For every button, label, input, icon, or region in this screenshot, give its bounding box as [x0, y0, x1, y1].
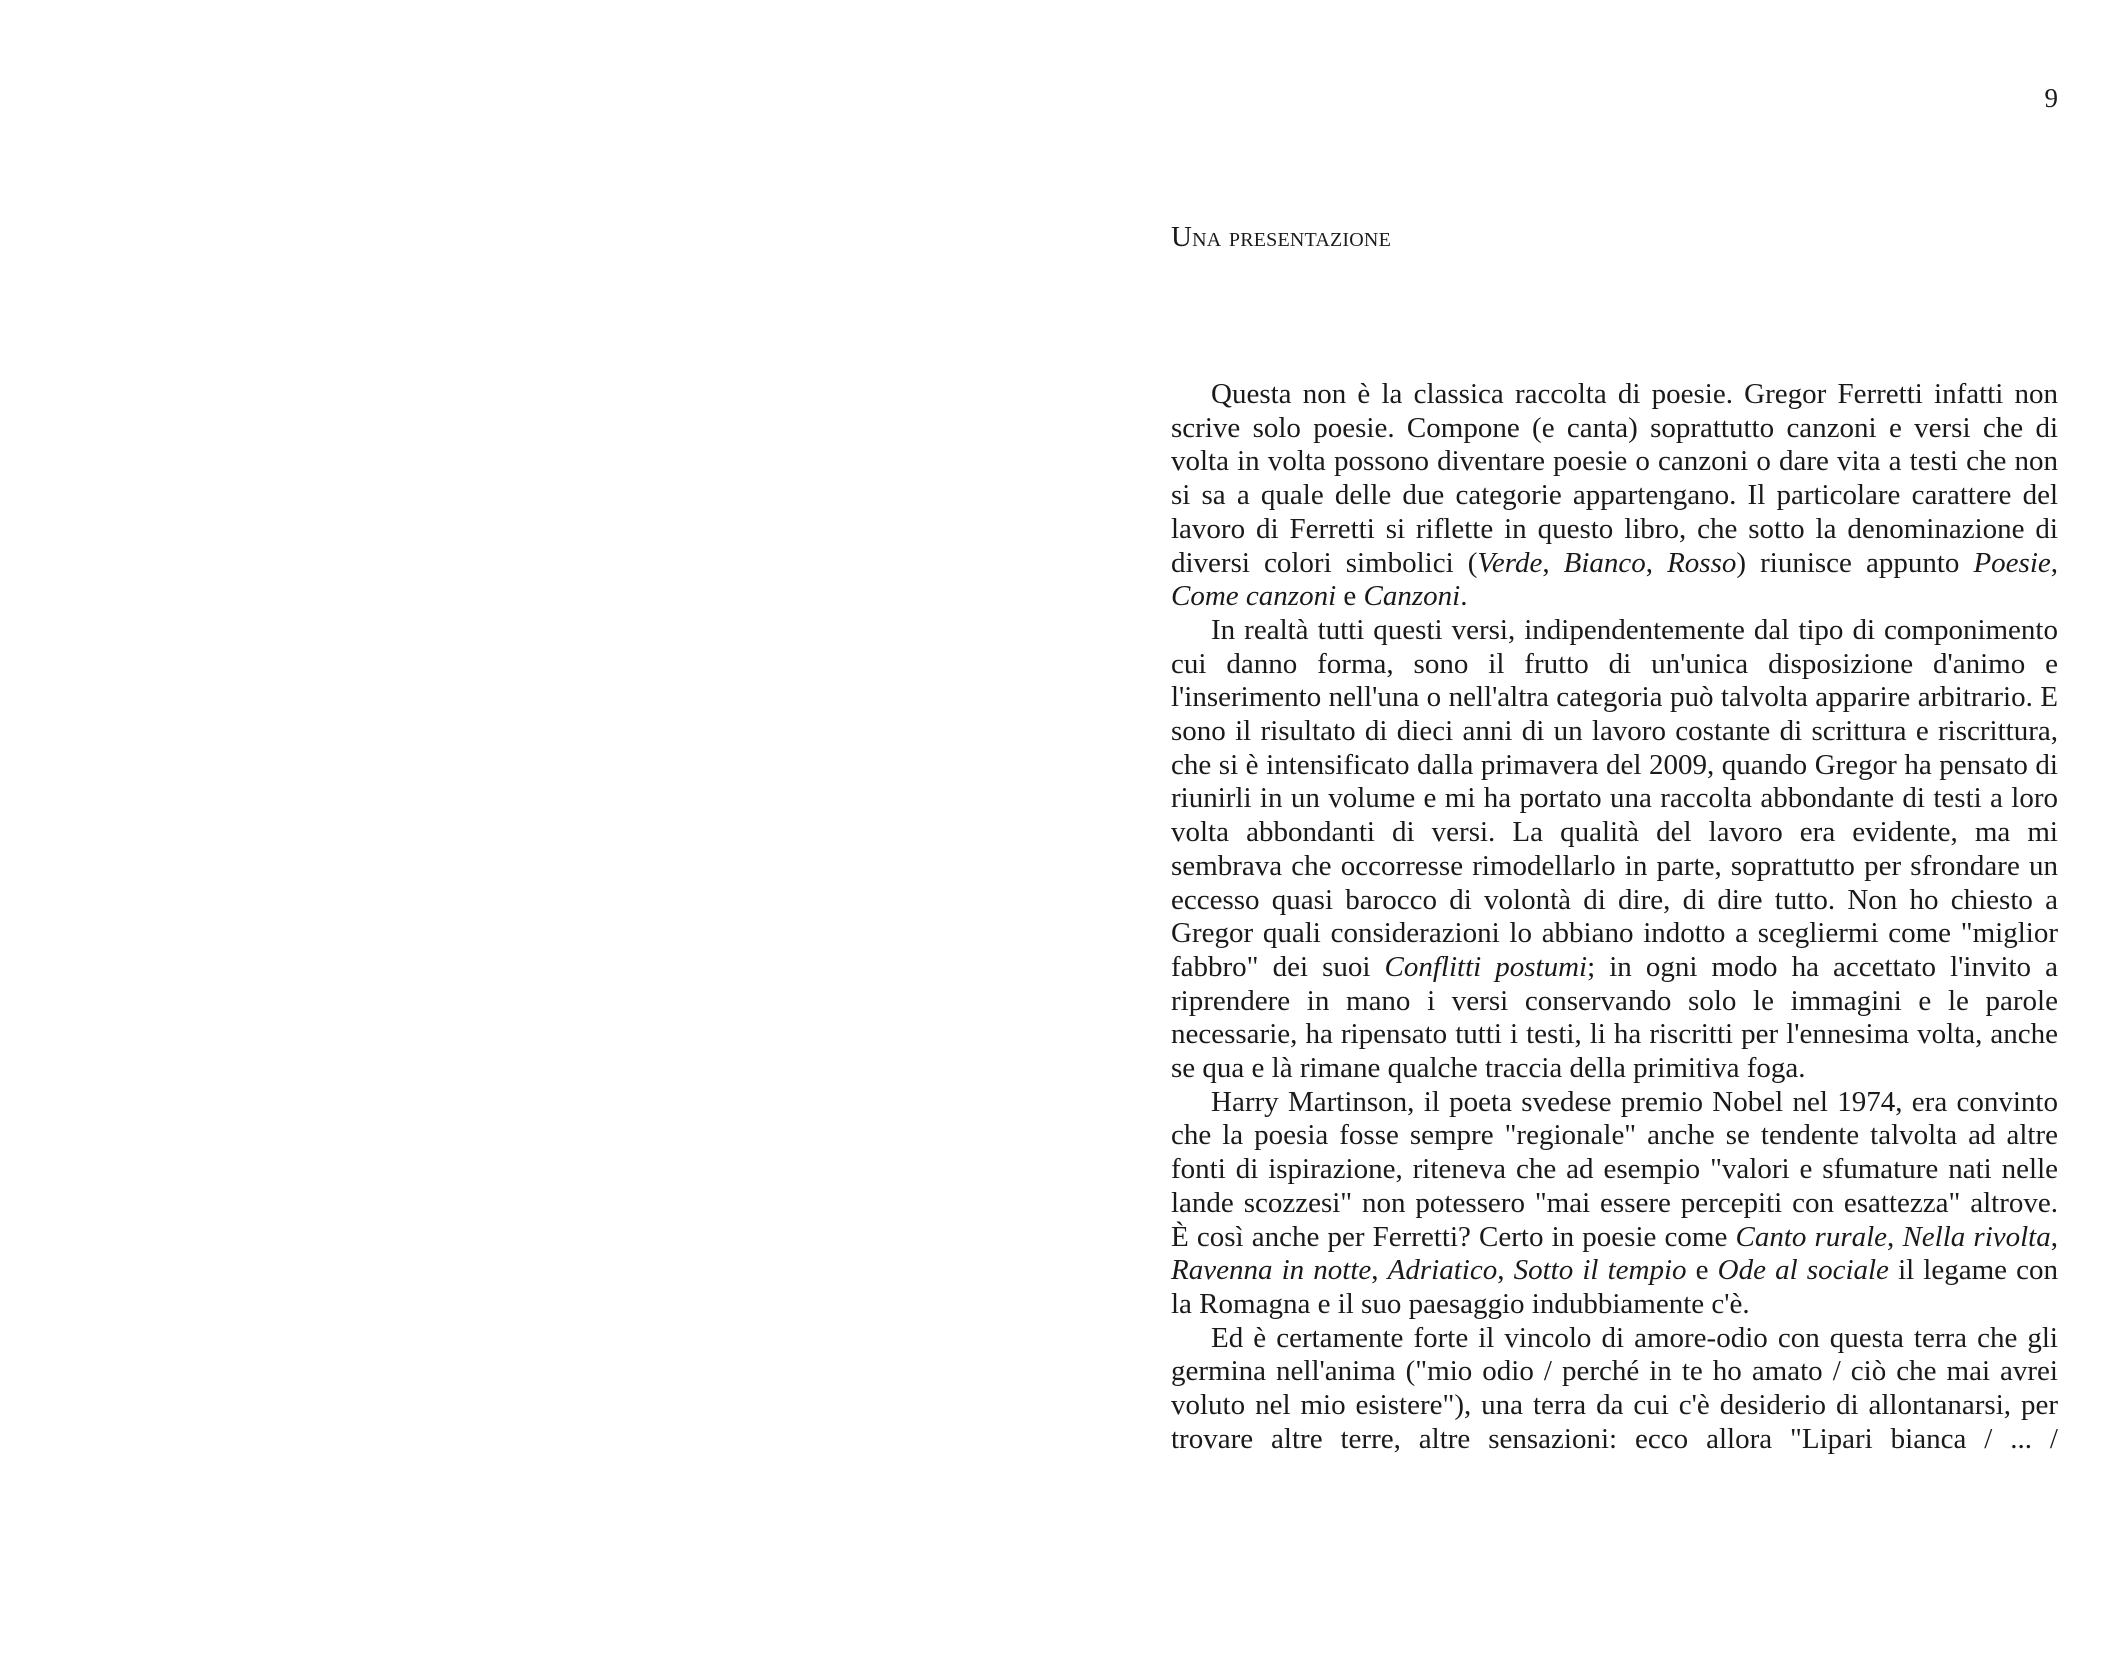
text-run: ,	[1645, 546, 1668, 579]
section-title: Una presentazione	[1171, 221, 1391, 253]
italic-text: Bianco	[1563, 546, 1646, 579]
text-run: ,	[2050, 1220, 2058, 1253]
text-run: ,	[1542, 546, 1564, 579]
italic-text: Canzoni	[1363, 580, 1461, 613]
italic-text: Conflitti postumi	[1384, 950, 1588, 983]
text-run: ,	[1887, 1220, 1903, 1253]
text-run: In realtà tutti questi versi, indipendentemente dal tipo di componimento cui danno forma, sono il frutto di un'unica disposizione d'animo e l'inserimento nell'una o nell'altra categoria può talvolta apparire arbitrario. E sono il risultato di dieci anni di un lavoro costante di scrittura e riscrittura, che si è intensificato dalla primavera del 2009, quando Gregor ha pensato di riunirli in un volume e mi ha portato una raccolta abbondante di testi a loro volta abbondanti di versi. La qualità del lavoro era evidente, ma mi sembrava che occorresse rimodellarlo in parte, soprattutto per sfrondare un eccesso quasi barocco di volontà di dire, di dire tutto. Non ho chiesto a Gregor quali considerazioni lo abbiano indotto a scegliermi come "miglior fabbro" dei suoi	[1171, 613, 2058, 983]
paragraph	[1171, 1322, 2058, 1457]
left-page-blank	[0, 0, 1062, 1653]
text-run: Questa non è la classica raccolta di poesie. Gregor Ferretti infatti non scrive solo poesie. Compone (e canta) soprattutto canzoni e versi che di volta in volta possono diventare poesie o canzoni o dare vita a testi che non si sa a quale delle due categorie appartengano. Il particolare carattere del lavoro di Ferretti si riflette in questo libro, che sotto la denominazione di diversi colori simbolici (	[1171, 378, 2058, 579]
text-run: e	[1686, 1254, 1718, 1287]
italic-text: Sotto il tempio	[1513, 1254, 1687, 1287]
text-run: il legame con la Romagna e il suo paesaggio indubbiamente c'è.	[1171, 1254, 2059, 1320]
italic-text: Adriatico	[1387, 1254, 1498, 1287]
text-run: ) riunisce appunto	[1736, 546, 1974, 579]
paragraph	[1171, 378, 2058, 614]
text-run: ; in ogni modo ha accettato l'invito a riprendere in mano i versi conservando solo le immagini e le parole necessarie, ha ripensato tutti i testi, li ha riscritti per l'ennesima volta, anche se qua e là rimane qualche traccia della primitiva foga.	[1171, 950, 2058, 1085]
text-run: ,	[1371, 1254, 1388, 1287]
italic-text: Come canzoni	[1171, 580, 1337, 613]
italic-text: Poesie	[1973, 546, 2051, 579]
italic-text: Canto rurale	[1735, 1220, 1888, 1253]
body-text	[1171, 378, 2058, 1457]
italic-text: Rosso	[1667, 546, 1737, 579]
text-run: ,	[1497, 1254, 1514, 1287]
right-page	[1062, 0, 2125, 1653]
italic-text: Nella rivolta	[1902, 1220, 2051, 1253]
text-run: e	[1336, 580, 1364, 613]
page-number: 9	[2044, 83, 2058, 113]
paragraph	[1171, 1086, 2058, 1322]
text-run: Ed è certamente forte il vincolo di amore-odio con questa terra che gli germina nell'anima ("mio odio / perché in te ho amato / ciò che mai avrei voluto nel mio esistere"), una terra da cui c'è desiderio di allontanarsi, per trovare altre terre, altre sensazioni: ecco allora "Lipari bianca / ... /	[1171, 1321, 2058, 1455]
paragraph	[1171, 614, 2058, 1086]
italic-text: Ravenna in notte	[1171, 1254, 1372, 1287]
italic-text: Verde	[1477, 546, 1543, 579]
text-run: Harry Martinson, il poeta svedese premio Nobel nel 1974, era convinto che la poesia fosse sempre "regionale" anche se tendente talvolta ad altre fonti di ispirazione, riteneva che ad esempio "valori e sfumature nati nelle lande scozzesi" non potessero "mai essere percepiti con esattezza" altrove. È così anche per Ferretti? Certo in poesie come	[1171, 1085, 2058, 1253]
text-run: .	[1460, 580, 1468, 613]
text-run: ,	[2050, 546, 2059, 579]
italic-text: Ode al sociale	[1717, 1254, 1889, 1287]
